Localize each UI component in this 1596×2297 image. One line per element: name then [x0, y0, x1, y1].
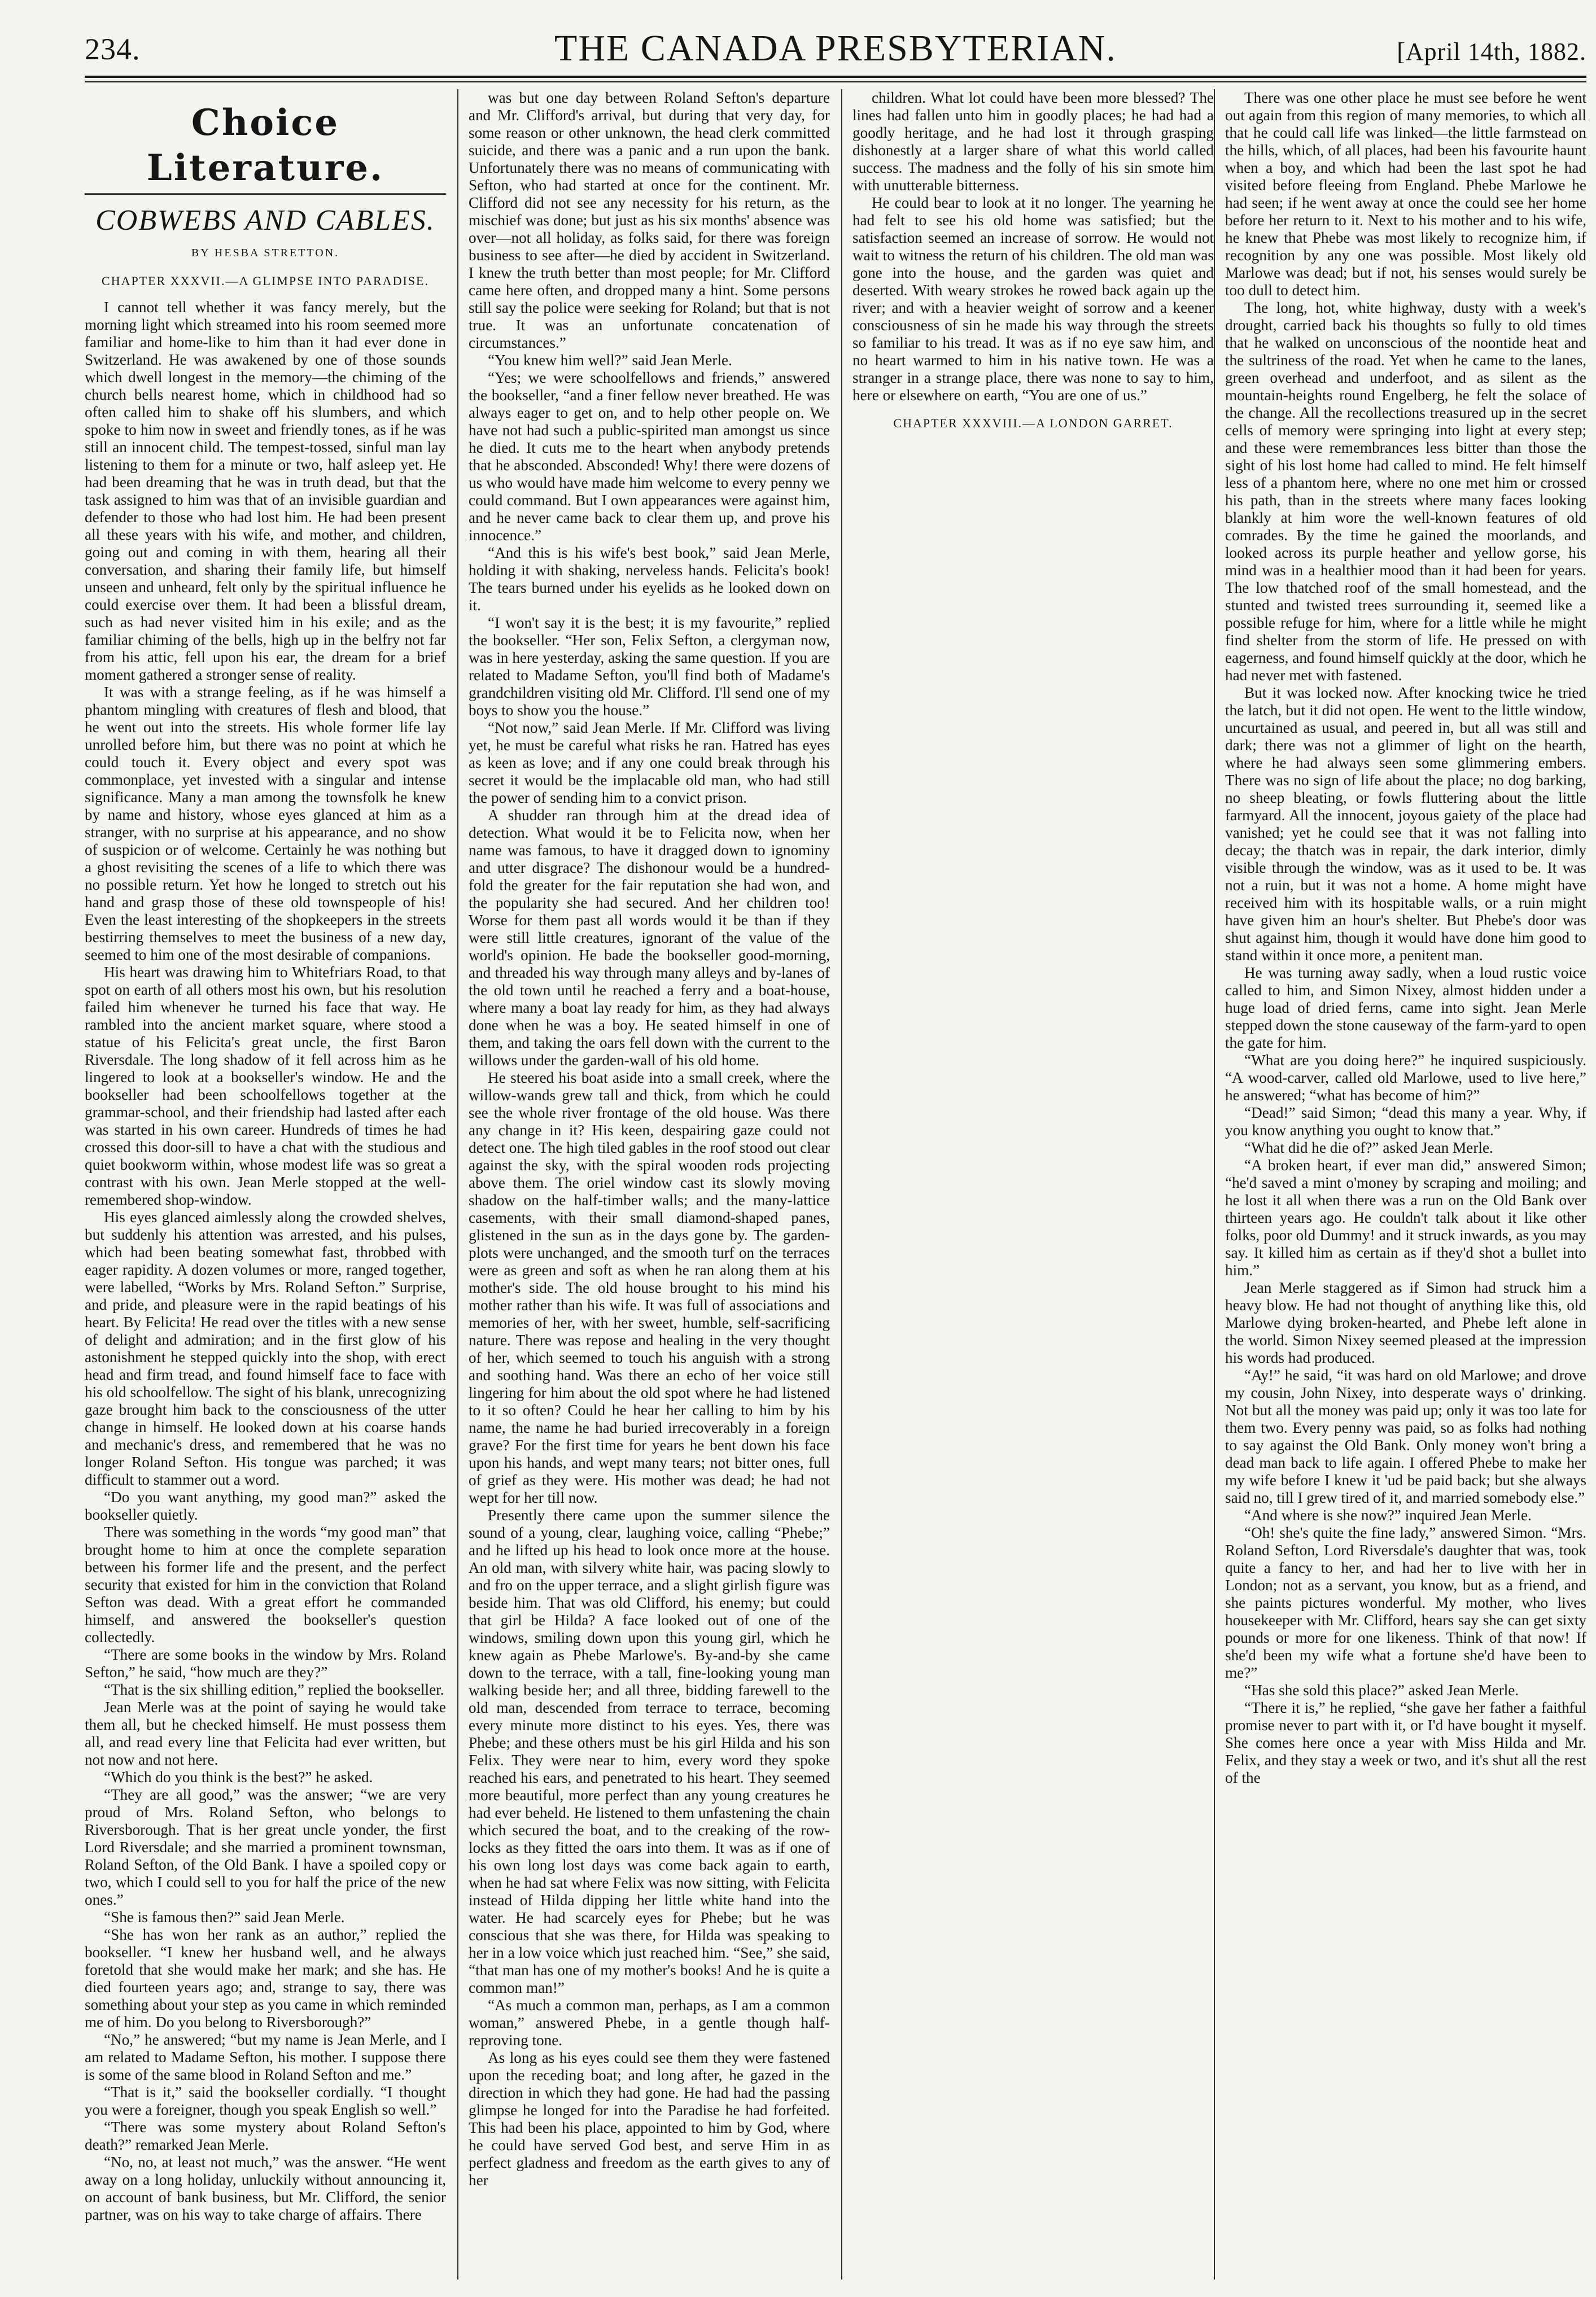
paragraph: It was with a strange feeling, as if he was himself a phantom mingling with creatures of flesh and blood, that he went out into the streets. His whole former life lay unrolled before him, but there was no point at which he could touch it. Every object and every spot was commonplace, yet invested with a singular and intense significance. Many a man among the townsfolk he knew by name and history, whose eyes glanced at him as a stranger, with no surprise at his appearance, and no show of suspicion or of welcome. Certainly he was nothing but a ghost revisiting the scenes of a life to which there was no possible return. Yet how he longed to stretch out his hand and grasp those of these old townspeople of his! Even the least interesting of the shopkeepers in the streets bestirring themselves to meet the business of a new day, seemed to him one of the most desirable of companions. [85, 684, 446, 963]
byline: BY HESBA STRETTON. [191, 247, 340, 259]
paragraph: “There it is,” he replied, “she gave her father a faithful promise never to part with it, or I'd have bought it myself. She comes here once a year with Miss Hilda and Mr. Felix, and they stay a week or two, and it's shut all the rest of the [1225, 1699, 1586, 1786]
newspaper-title: THE CANADA PRESBYTERIAN. [554, 28, 1117, 69]
paragraph: There was something in the words “my good man” that brought home to him at once the complete separation between his former life and the present, and the perfect security that existed for him in the conviction that Roland Sefton was dead. With a great effort he commanded himself, and answered the bookseller's question collectedly. [85, 1524, 446, 1646]
paragraph: Jean Merle was at the point of saying he would take them all, but he checked himself. He must possess them all, and read every line that Felicita had ever written, but not now and not here. [85, 1699, 446, 1768]
chapter-heading: CHAPTER XXXVIII.—A LONDON GARRET. [893, 416, 1173, 430]
paragraph: “There are some books in the window by Mrs. Roland Sefton,” he said, “how much are they?” [85, 1646, 446, 1681]
issue-date: [April 14th, 1882. [1397, 38, 1586, 65]
paragraph: The long, hot, white highway, dusty with a week's drought, carried back his thoughts so fully to old times that he walked on unconscious of the noontide heat and the sultriness of the road. Yet when he came to the lanes, green overhead and underfoot, and as silent as the mountain-heights round Engelberg, he felt the solace of the change. All the recollections treasured up in the secret cells of memory were springing into light at every step; and these were remembrances less bitter than those the sight of his lost home had called to mind. He felt himself less of a phantom here, where no one met him or crossed his path, than in the streets where many faces looking blankly at him wore the well-known features of old comrades. By the time he gained the moorlands, and looked across its purple heather and yellow gorse, his mind was in a healthier mood than it had been for years. The low thatched roof of the small homestead, and the stunted and twisted trees surrounding it, seemed like a possible refuge for him, where for a little while he might find shelter from the storm of life. He pressed on with eagerness, and found himself quickly at the door, which he had never met with fastened. [1225, 299, 1586, 684]
paragraph: children. What lot could have been more blessed? The lines had fallen unto him in goodly places; he had had a goodly heritage, and he had lost it through grasping dishonestly at a larger share of what this world called success. The madness and the folly of his sin smote him with unutterable bitterness. [852, 89, 1214, 194]
paragraph: “You knew him well?” said Jean Merle. [488, 352, 732, 369]
paragraph: His eyes glanced aimlessly along the crowded shelves, but suddenly his attention was arrested, and his pulses, which had been beating somewhat fast, throbbed with eager rapidity. A dozen volumes or more, ranged together, were labelled, “Works by Mrs. Roland Sefton.” Surprise, and pride, and pleasure were in the rapid beatings of his heart. By Felicita! He read over the titles with a new sense of delight and admiration; and in the first glow of his astonishment he stepped quickly into the shop, with erect head and firm tread, and found himself face to face with his old schoolfellow. The sight of his blank, unrecognizing gaze brought him back to the consciousness of the utter change in himself. He looked down at his coarse hands and mechanic's dress, and remembered that he was no longer Roland Sefton. His tongue was parched; it was difficult to stammer out a word. [85, 1209, 446, 1488]
column-3 [852, 89, 1214, 2280]
masthead [85, 21, 1586, 72]
paragraph: His heart was drawing him to Whitefriars Road, to that spot on earth of all others most his own, but his resolution failed him whenever he turned his face that way. He rambled into the ancient market square, where stood a statue of his Felicita's great uncle, the first Baron Riversdale. The long shadow of it fell across him as he lingered to look at a bookseller's window. He and the bookseller had been schoolfellows together at the grammar-school, and their friendship had lasted after each was started in his own career. Hundreds of times he had crossed this door-sill to have a chat with the studious and quiet bookworm within, whose modest life was so great a contrast with his own. Jean Merle stopped at the well-remembered shop-window. [85, 964, 446, 1208]
paragraph: “No,” he answered; “but my name is Jean Merle, and I am related to Madame Sefton, his mother. I suppose there is some of the same blood in Roland Sefton and me.” [85, 2031, 446, 2083]
paragraph: “I won't say it is the best; it is my favourite,” replied the bookseller. “Her son, Felix Sefton, a clergyman now, was in here yesterday, asking the same question. If you are related to Madame Sefton, you'll find both of Madame's grandchildren visiting old Mr. Clifford. I'll send one of my boys to show you the house.” [469, 614, 830, 719]
paragraph: “Do you want anything, my good man?” asked the bookseller quietly. [85, 1489, 446, 1523]
column-4 [1225, 89, 1586, 2280]
paragraph: “As much a common man, perhaps, as I am a common woman,” answered Phebe, in a gentle though half-reproving tone. [469, 1997, 830, 2049]
column-2 [469, 89, 830, 2280]
column-divider [1214, 89, 1215, 2280]
paragraph: He could bear to look at it no longer. The yearning he had felt to see his old home was satisfied; but the satisfaction seemed an increase of sorrow. He would not wait to witness the return of his children. The old man was gone into the house, and the garden was quiet and deserted. With weary strokes he rowed back again up the river; and with a heavier weight of sorrow and a keener consciousness of sin he made his way through the streets so familiar to his tread. It was as if no eye saw him, and no heart warmed to him in his native town. He was a stranger in a strange place, there was none to say to him, here or elsewhere on earth, “You are one of us.” [852, 194, 1214, 404]
paragraph: I cannot tell whether it was fancy merely, but the morning light which streamed into his room seemed more familiar and home-like to him than it had ever done in Switzerland. He was awakened by one of those sounds which dwell longest in the memory—the chiming of the church bells nearest home, which in childhood had so often called him to shake off his slumbers, and which spoke to him now in sweet and friendly tones, as if he was still an innocent child. The tempest-tossed, sinful man lay listening to them for a minute or two, half asleep yet. He had been dreaming that he was in truth dead, but that the task assigned to him was that of an invisible guardian and defender to those who had lost him. He had been present all these years with his wife, and mother, and children, going out and coming in with them, hearing all their conversation, and sharing their family life, but himself unseen and unheard, felt only by the spiritual influence he could exercise over them. It had been a blissful dream, such as had never visited him in his exile; and as the familiar chiming of the bells, high up in the belfry not far from his attic, fell upon his ear, the dream for a brief moment gathered a stronger sense of reality. [85, 299, 446, 683]
paragraph: He steered his boat aside into a small creek, where the willow-wands grew tall and thick, from which he could see the whole river frontage of the old house. Was there any change in it? His keen, despairing gaze could not detect one. The high tiled gables in the roof stood out clear against the sky, with the spiral wooden rods projecting above them. The oriel window cast its slowly moving shadow on the half-timber walls; and the many-lattice casements, with their small diamond-shaped panes, glistened in the sun as in the days gone by. The garden-plots were unchanged, and the smooth turf on the terraces were as green and soft as when he ran along them at his mother's side. The old house brought to his mind his mother rather than his wife. It was full of associations and memories of her, with her sweet, humble, self-sacrificing nature. There was repose and healing in the very thought of her, which seemed to touch his anguish with a strong and soothing hand. Was there an echo of her voice still lingering for him about the old spot where he had listened to it so often? Could he hear her calling to him by his name, the name he had buried irrecoverably in a foreign grave? For the first time for years he bent down his face upon his hands, and wept many tears; not bitter ones, full of grief as they were. His mother was dead; he had not wept for her till now. [469, 1069, 830, 1506]
paragraph: “Oh! she's quite the fine lady,” answered Simon. “Mrs. Roland Sefton, Lord Riversdale's daughter that was, took quite a fancy to her, and had her to live with her in London; not as a servant, you know, but as a friend, and she paints pictures wonderful. My mother, who lives housekeeper with Mr. Clifford, hears say she can get sixty pounds or more for one likeness. Think of that now! If she'd been my wife what a fortune she'd have been to me?” [1225, 1524, 1586, 1681]
paragraph: But it was locked now. After knocking twice he tried the latch, but it did not open. He went to the little window, uncurtained as usual, and peered in, but all was still and dark; there was not a glimmer of light on the hearth, where he had always seen some glimmering embers. There was no sign of life about the place; no dog barking, no sheep bleating, or fowls fluttering about the little farmyard. All the innocent, joyous gaiety of the place had vanished; yet he could see that it was not falling into decay; the thatch was in repair, the dark interior, dimly visible through the window, was as it used to be. It was not a ruin, but it was not a home. A home might have received him with its hospitable walls, or a ruin might have given him an hour's shelter. But Phebe's door was shut against him, though it would have done him good to stand within it once more, a penitent man. [1225, 684, 1586, 964]
paragraph: “No, no, at least not much,” was the answer. “He went away on a long holiday, unluckily without announcing it, on account of bank business, but Mr. Clifford, the senior partner, was on his way to take charge of affairs. There [85, 2154, 446, 2223]
paragraph: A shudder ran through him at the dread idea of detection. What would it be to Felicita now, when her name was famous, to have it dragged down to ignominy and utter disgrace? The dishonour would be a hundred-fold the greater for the fair reputation she had won, and the popularity she had secured. And her children too! Worse for them past all words would it be than if they were still little creatures, ignorant of the value of the world's opinion. He bade the bookseller good-morning, and threaded his way through many alleys and by-lanes of the old town until he reached a ferry and a boat-house, where many a boat lay ready for him, as they had always done when he was a boy. He seated himself in one of them, and taking the oars fell down with the current to the willows under the garden-wall of his old home. [469, 807, 830, 1069]
paragraph: “That is the six shilling edition,” replied the bookseller. [104, 1681, 444, 1698]
masthead-rule-thin [85, 81, 1586, 82]
paragraph: “They are all good,” was the answer; “we are very proud of Mrs. Roland Sefton, who belongs to Riversborough. That is her great uncle yonder, the first Lord Riversdale; and she married a prominent townsman, Roland Sefton, of the Old Bank. I have a spoiled copy or two, which I could sell to you for half the price of the new ones.” [85, 1786, 446, 1908]
column-divider [841, 89, 842, 2280]
paragraph: “She has won her rank as an author,” replied the bookseller. “I knew her husband well, and he always foretold that she would make her mark; and she has. He died fourteen years ago; and, strange to say, there was something about your step as you came in which reminded me of him. Do you belong to Riversborough?” [85, 1926, 446, 2031]
paragraph: “Ay!” he said, “it was hard on old Marlowe; and drove my cousin, John Nixey, into desperate ways o' drinking. Not but all the money was paid up; only it was too late for them two. Every penny was paid, so as folks had nothing to say against the Old Bank. Only money won't bring a dead man back to life again. I offered Phebe to make her my wife before I knew it 'ud be paid back; but she always said no, till I grew tired of it, and married somebody else.” [1225, 1367, 1586, 1506]
paragraph: There was one other place he must see before he went out again from this region of many memories, to which all that he could call life was linked—the little farmstead on the hills, which, of all places, had been his favourite haunt when a boy, and which had been the last spot he had visited before fleeing from England. Phebe Marlowe he had seen; if he went away at once the could see her home before her return to it. Next to his mother and to his wife, he knew that Phebe was most likely to recognize him, if recognition by any one was possible. Most likely old Marlowe was dead; but if not, his senses would surely be too dull to detect him. [1225, 89, 1586, 299]
newspaper-page [85, 21, 1586, 2285]
page-number: 234. [85, 32, 141, 66]
paragraph: “What are you doing here?” he inquired suspiciously. “A wood-carver, called old Marlowe, used to live here,” he answered; “what has become of him?” [1225, 1052, 1586, 1104]
paragraph: Presently there came upon the summer silence the sound of a young, clear, laughing voice, calling “Phebe;” and he lifted up his head to look once more at the house. An old man, with silvery white hair, was pacing slowly to and fro on the upper terrace, and a slight girlish figure was beside him. That was old Clifford, his enemy; but could that girl be Hilda? A face looked out of one of the windows, smiling down upon this young girl, which he knew again as Phebe Marlowe's. By-and-by she came down to the terrace, with a tall, fine-looking young man walking beside her; and all three, bidding farewell to the old man, descended from terrace to terrace, becoming every minute more distinct to his eyes. Yes, there was Phebe; and these others must be his girl Hilda and his son Felix. They were near to him, every word they spoke reached his ears, and penetrated to his heart. They seemed more beautiful, more perfect than any young creatures he had ever beheld. He listened to them unfastening the chain which secured the boat, and to the creaking of the row-locks as they fitted the oars into them. It was as if one of his own long lost days was come back again to earth, when he had sat where Felix was now sitting, with Felicita instead of Hilda dipping her little white hand into the water. He had scarcely eyes for Phebe; but he was conscious that she was there, for Hilda was speaking to her in a low voice which just reached him. “See,” she said, “that man has one of my mother's books! And he is quite a common man!” [469, 1507, 830, 1996]
paragraph: He was turning away sadly, when a loud rustic voice called to him, and Simon Nixey, almost hidden under a huge load of dried ferns, came into sight. Jean Merle stepped down the stone causeway of the farm-yard to open the gate for him. [1225, 964, 1586, 1051]
column-1 [85, 89, 446, 2280]
paragraph: “There was some mystery about Roland Sefton's death?” remarked Jean Merle. [85, 2119, 446, 2153]
masthead-rule [85, 76, 1586, 78]
column-divider [457, 89, 458, 2280]
department-heading: Choice Literature. [85, 100, 446, 195]
article-columns [85, 89, 1586, 2280]
paragraph: “That is it,” said the bookseller cordially. “I thought you were a foreigner, though you speak English so well.” [85, 2084, 446, 2118]
paragraph: “Yes; we were schoolfellows and friends,” answered the bookseller, “and a finer fellow never breathed. He was always eager to get on, and to help other people on. We have not had such a public-spirited man amongst us since he died. It cuts me to the heart when anybody pretends that he absconded. Absconded! Why! there were dozens of us who would have made him welcome to every penny we could command. But I own appearances were against him, and he never came back to clear them up, and prove his innocence.” [469, 369, 830, 544]
paragraph: “She is famous then?” said Jean Merle. [104, 1909, 345, 1926]
chapter-heading: CHAPTER XXXVII.—A GLIMPSE INTO PARADISE. [102, 274, 429, 288]
paragraph: Jean Merle staggered as if Simon had struck him a heavy blow. He had not thought of anything like this, old Marlowe dying broken-hearted, and Phebe left alone in the world. Simon Nixey seemed pleased at the impression his words had produced. [1225, 1279, 1586, 1366]
paragraph: “What did he die of?” asked Jean Merle. [1244, 1139, 1493, 1156]
paragraph: “And where is she now?” inquired Jean Merle. [1244, 1507, 1532, 1524]
paragraph: “Not now,” said Jean Merle. If Mr. Clifford was living yet, he must be careful what risks he ran. Hatred has eyes as keen as love; and if any one could break through his secret it would be the implacable old man, who had still the power of sending him to a convict prison. [469, 719, 830, 806]
paragraph: As long as his eyes could see them they were fastened upon the receding boat; and long after, he gazed in the direction in which they had gone. He had had the passing glimpse he longed for into the Paradise he had forfeited. This had been his place, appointed to him by God, where he could have served God best, and serve Him in as perfect gladness and freedom as the earth gives to any of her [469, 2049, 830, 2189]
paragraph: “Dead!” said Simon; “dead this many a year. Why, if you know anything you ought to know that.” [1225, 1104, 1586, 1139]
story-title: COBWEBS AND CABLES. [95, 204, 435, 237]
paragraph: was but one day between Roland Sefton's departure and Mr. Clifford's arrival, but during that very day, for some reason or other unknown, the head clerk committed suicide, and there was a panic and a run upon the bank. Unfortunately there was no means of communicating with Sefton, who had started at once for the continent. Mr. Clifford did not see any necessity for his return, as the mischief was done; but just as his six months' absence was over—not all holiday, as folks said, for there was foreign business to see after—he died by accident in Switzerland. I knew the truth better than most people; for Mr. Clifford came here often, and dropped many a hint. Some persons still say the police were seeking for Roland; but that is not true. It was an unfortunate concatenation of circumstances.” [469, 89, 830, 351]
paragraph: “Has she sold this place?” asked Jean Merle. [1244, 1682, 1519, 1699]
paragraph: “Which do you think is the best?” he asked. [104, 1769, 373, 1786]
paragraph: “And this is his wife's best book,” said Jean Merle, holding it with shaking, nerveless hands. Felicita's book! The tears burned under his eyelids as he looked down on it. [469, 544, 830, 614]
paragraph: “A broken heart, if ever man did,” answered Simon; “he'd saved a mint o'money by scraping and moiling; and he lost it all when there was a run on the Old Bank over thirteen years ago. He couldn't talk about it like other folks, poor old Dummy! and it struck inwards, as you may say. It killed him as certain as if they'd shot a bullet into him.” [1225, 1157, 1586, 1279]
